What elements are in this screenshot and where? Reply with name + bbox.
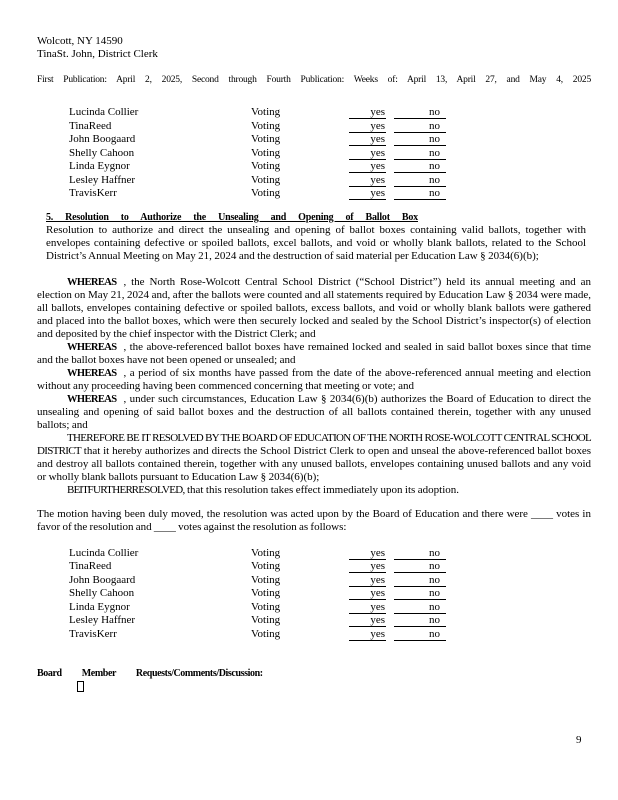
no-blank: no [394, 614, 446, 627]
voting-label: Voting [251, 106, 281, 118]
clause-keyword: WHEREAS [67, 276, 117, 288]
resolution-heading: 5. Resolution to Authorize the Unsealing and Opening of Ballot Box [46, 211, 418, 223]
yes-blank: yes [349, 547, 386, 560]
no-blank: no [394, 601, 446, 614]
yes-blank: yes [349, 174, 386, 187]
clause-text: that it hereby authorizes and directs the School District Clerk to open and unseal the above-referenced ballot boxes and destroy all ballots contained therein, together with any unused ballots, envelopes containing unused ballots and any void or wholly blank ballots pursuant to Education Law § 2034(6)(b); [37, 444, 591, 483]
no-blank: no [394, 628, 446, 641]
clause-keyword: BE IT FURTHER RESOLVED, [67, 483, 185, 496]
address-line-2: TinaSt. John, District Clerk [37, 48, 158, 60]
yes-blank: yes [349, 614, 386, 627]
yes-blank: yes [349, 587, 386, 600]
empty-checkbox-icon [77, 681, 84, 692]
clause-text: , a period of six months have passed from the date of the above-referenced annual meeting and election without any proceeding having been commenced concerning that meeting or vote; and [37, 366, 591, 392]
voting-label: Voting [251, 133, 281, 145]
voting-row [37, 187, 591, 201]
member-name: Lesley Haffner [69, 614, 136, 626]
voting-label: Voting [251, 187, 281, 199]
voting-label: Voting [251, 600, 281, 613]
whereas-clause [37, 393, 591, 432]
resolution-clauses [37, 276, 591, 497]
member-name: Linda Eygnor [69, 160, 130, 172]
yes-blank: yes [349, 574, 386, 587]
further-resolved-clause [37, 484, 591, 497]
address-line-1: Wolcott, NY 14590 [37, 35, 123, 47]
page-number: 9 [576, 734, 582, 746]
voting-label: Voting [251, 119, 281, 132]
member-name: Lesley Haffner [69, 173, 136, 186]
no-blank: no [394, 120, 446, 133]
voting-label: Voting [251, 614, 281, 626]
yes-blank: yes [349, 106, 386, 119]
member-name: TravisKerr [69, 627, 117, 640]
yes-blank: yes [349, 628, 386, 641]
member-name: Linda Eygnor [69, 600, 130, 613]
no-blank: no [394, 106, 446, 119]
no-blank: no [394, 587, 446, 600]
member-name: Shelly Cahoon [69, 146, 135, 159]
voting-row [37, 120, 591, 134]
voting-row [37, 547, 591, 561]
no-blank: no [394, 174, 446, 187]
member-name: Lucinda Collier [69, 106, 139, 118]
whereas-clause [37, 276, 591, 341]
voting-row [37, 106, 591, 120]
voting-label: Voting [251, 546, 281, 559]
member-name: Shelly Cahoon [69, 587, 135, 599]
voting-label: Voting [251, 573, 281, 586]
voting-label: Voting [251, 173, 281, 186]
whereas-clause [37, 341, 591, 367]
voting-row [37, 147, 591, 161]
yes-blank: yes [349, 147, 386, 160]
no-blank: no [394, 547, 446, 560]
no-blank: no [394, 187, 446, 200]
publication-line: First Publication: April 2, 2025, Second through Fourth Publication: Weeks of: April 13, April 27, and May 4, 2025 [37, 75, 591, 85]
clause-keyword: WHEREAS [67, 367, 117, 379]
member-name: John Boogaard [69, 573, 136, 586]
voting-row [37, 628, 591, 642]
member-name: TinaReed [69, 119, 112, 132]
yes-blank: yes [349, 601, 386, 614]
member-name: Lucinda Collier [69, 546, 139, 559]
voting-row [37, 174, 591, 188]
yes-blank: yes [349, 560, 386, 573]
voting-label: Voting [251, 587, 281, 599]
clause-text: , the above-referenced ballot boxes have remained locked and sealed in said ballot boxes since that time and the ballot boxes have not been opened or unsealed; and [37, 340, 591, 366]
motion-paragraph: The motion having been duly moved, the resolution was acted upon by the Board of Education and there were ____ votes in favor of the resolution and ____ votes against the resolution as follows: [37, 507, 591, 533]
clause-keyword: WHEREAS [67, 341, 117, 353]
voting-table-1 [37, 106, 591, 201]
voting-row [37, 574, 591, 588]
no-blank: no [394, 133, 446, 146]
resolved-clause [37, 432, 591, 484]
clause-keyword: THEREFORE BE IT RESOLVED BY THE BOARD OF EDUCATION OF THE NORTH ROSE-WOLCOTT CENTRAL SCHOOL DISTRICT [37, 431, 591, 457]
voting-row [37, 587, 591, 601]
board-member-heading: Board Member Requests/Comments/Discussion: [37, 668, 263, 679]
voting-table-2 [37, 547, 591, 642]
member-name: TravisKerr [69, 187, 117, 199]
clause-text: , the North Rose-Wolcott Central School District (“School District”) held its annual meeting and an election on May 21, 2024 and, after the ballots were counted and all statements required by Education Law § 2034 were made, all ballots, envelopes containing defective or spoiled ballots, excess ballots, and void or wholly blank ballots were gathered and placed into the ballot boxes, which were then securely locked and sealed by the School District’s inspector(s) of election and deposited by the chief inspector with the District Clerk; and [37, 275, 591, 340]
checkbox-line [37, 680, 591, 692]
yes-blank: yes [349, 187, 386, 200]
member-name: TinaReed [69, 560, 112, 572]
yes-blank: yes [349, 133, 386, 146]
voting-label: Voting [251, 146, 281, 159]
resolution-summary: Resolution to authorize and direct the unsealing and opening of ballot boxes containing valid ballots, together with envelopes containing defective or spoiled ballots, excel ballots, and void or wholly blank ballots, related to the School District’s Annual Meeting on May 21, 2024 and the destruction of said material per Education Law § 2034(6)(b); [46, 223, 586, 262]
voting-row [37, 614, 591, 628]
yes-blank: yes [349, 120, 386, 133]
member-name: John Boogaard [69, 133, 136, 145]
voting-row [37, 560, 591, 574]
no-blank: no [394, 160, 446, 173]
voting-row [37, 160, 591, 174]
clause-text: , under such circumstances, Education Law § 2034(6)(b) authorizes the Board of Education to direct the unsealing and opening of said ballot boxes and the destruction of all ballots contained therein, together with any unused ballots; and [37, 392, 591, 431]
voting-label: Voting [251, 560, 281, 572]
voting-label: Voting [251, 627, 281, 640]
clause-text: that this resolution takes effect immediately upon its adoption. [184, 483, 460, 496]
voting-row [37, 133, 591, 147]
no-blank: no [394, 147, 446, 160]
no-blank: no [394, 560, 446, 573]
no-blank: no [394, 574, 446, 587]
voting-row [37, 601, 591, 615]
whereas-clause [37, 367, 591, 393]
yes-blank: yes [349, 160, 386, 173]
header-address [37, 35, 591, 61]
voting-label: Voting [251, 160, 281, 172]
clause-keyword: WHEREAS [67, 393, 117, 405]
